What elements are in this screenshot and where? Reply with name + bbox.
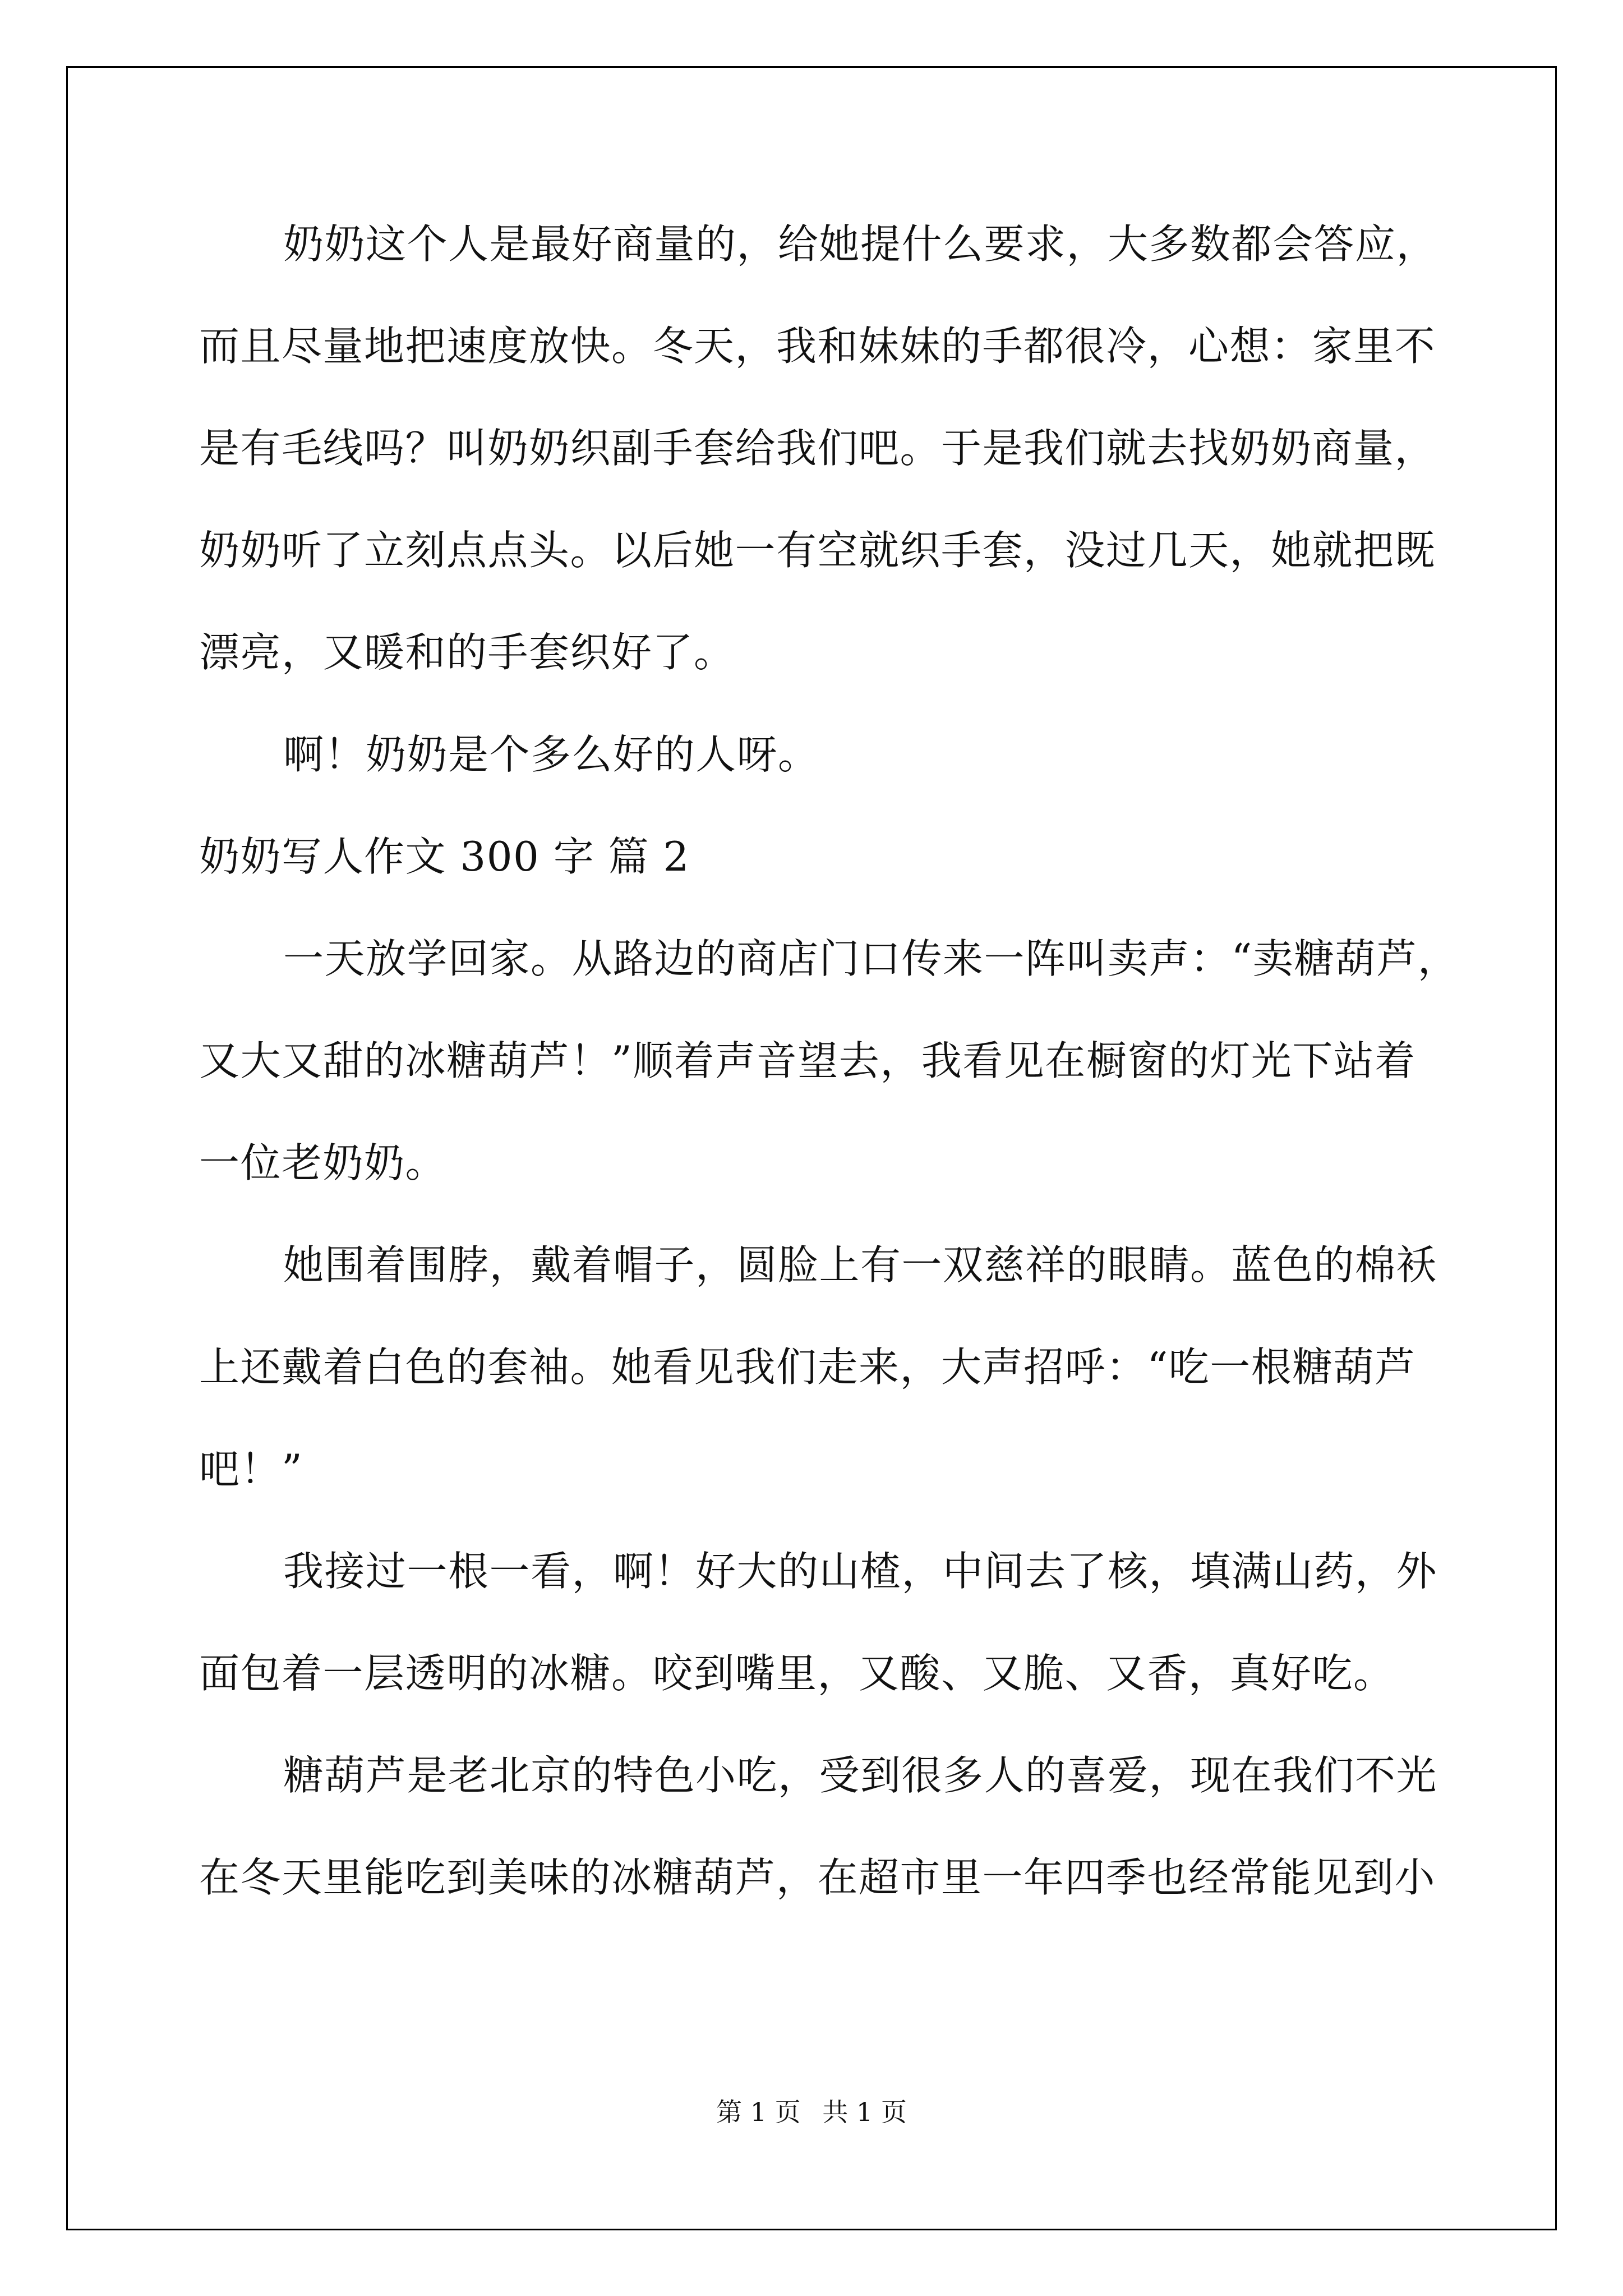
paragraph-line: 我接过一根一看，啊！好大的山楂，中间去了核，填满山药，外 (283, 1548, 1438, 1595)
page-total: 共 1 页 (822, 2097, 907, 2127)
paragraph-line: 面包着一层透明的冰糖。咬到嘴里，又酸、又脆、又香，真好吃。 (199, 1650, 1395, 1697)
paragraph-line: 一天放学回家。从路边的商店门口传来一阵叫卖声：“卖糖葫芦， (283, 935, 1459, 982)
page-number: 第 1 页 (716, 2097, 801, 2127)
section-heading: 奶奶写人作文 300 字 篇 2 (199, 833, 690, 880)
paragraph-line: 而且尽量地把速度放快。冬天，我和妹妹的手都很冷，心想：家里不 (199, 323, 1436, 370)
paragraph-line: 又大又甜的冰糖葫芦！”顺着声音望去，我看见在橱窗的灯光下站着 (199, 1037, 1416, 1084)
paragraph-line: 漂亮，又暖和的手套织好了。 (199, 629, 735, 676)
paragraph-line: 吧！” (199, 1446, 303, 1493)
paragraph-line: 啊！奶奶是个多么好的人呀。 (283, 731, 819, 778)
paragraph-line: 糖葫芦是老北京的特色小吃，受到很多人的喜爱，现在我们不光 (283, 1752, 1438, 1799)
paragraph-line: 上还戴着白色的套袖。她看见我们走来，大声招呼：“吃一根糖葫芦 (199, 1343, 1416, 1391)
paragraph-line: 奶奶听了立刻点点头。以后她一有空就织手套，没过几天，她就把既 (199, 527, 1436, 574)
page-footer (0, 2095, 1623, 2129)
paragraph-line: 一位老奶奶。 (199, 1139, 447, 1186)
paragraph-line: 奶奶这个人是最好商量的，给她提什么要求，大多数都会答应， (283, 220, 1438, 268)
paragraph-line: 是有毛线吗？叫奶奶织副手套给我们吧。于是我们就去找奶奶商量， (199, 425, 1436, 472)
paragraph-line: 在冬天里能吃到美味的冰糖葫芦，在超市里一年四季也经常能见到小 (199, 1854, 1436, 1901)
paragraph-line: 她围着围脖，戴着帽子，圆脸上有一双慈祥的眼睛。蓝色的棉袄 (283, 1241, 1438, 1289)
